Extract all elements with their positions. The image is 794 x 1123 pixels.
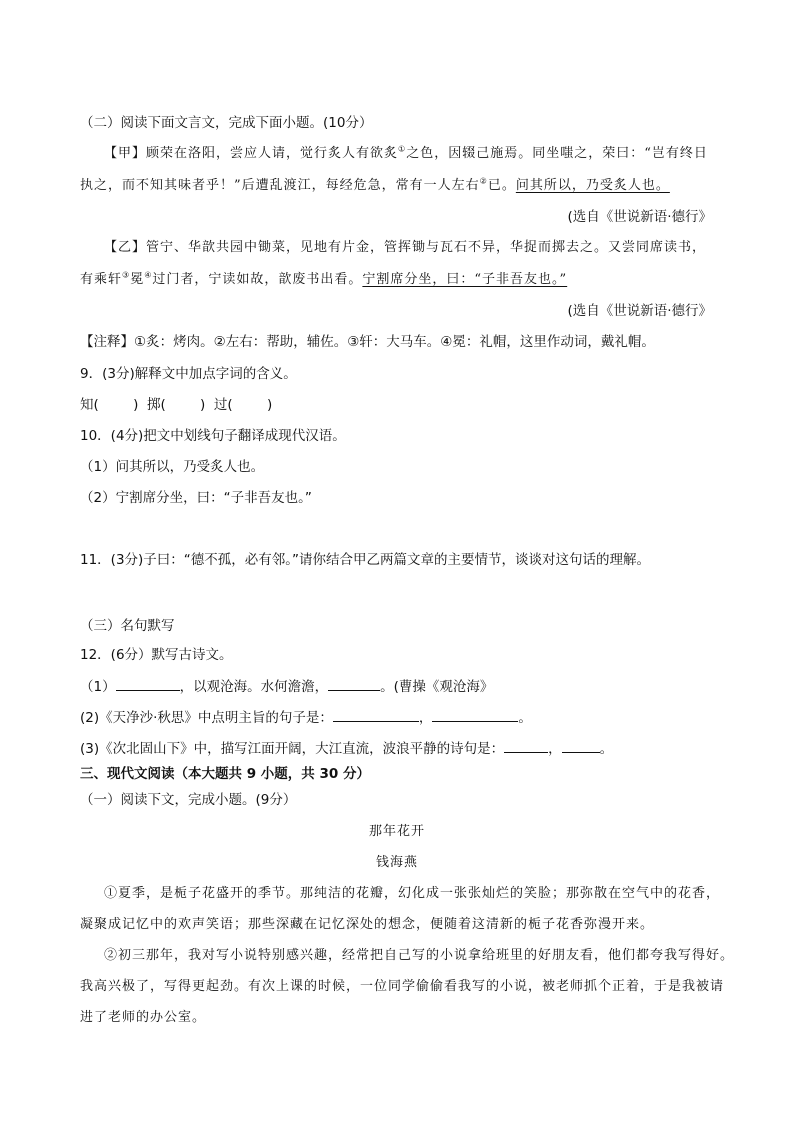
answer-blank[interactable] (328, 676, 380, 691)
section-heading-recitation: （三）名句默写 (80, 618, 175, 634)
passage-text: 执之，而不知其味者乎！”后遭乱渡江，每经危急，常有一人左右 (80, 178, 480, 193)
passage-yi-label: 【乙】 (104, 240, 147, 255)
footnote-mark: ② (479, 176, 488, 186)
passage-text: 冕 (130, 272, 145, 287)
underlined-sentence: 宁割席分坐，曰：“子非吾友也。” (362, 272, 568, 287)
question-12: 12．(6分）默写古诗文。 (80, 647, 233, 663)
item-text: (3)《次北固山下》中，描写江面开阔，大江直流，波浪平静的诗句是： (80, 741, 505, 757)
passage-jia-label: 【甲】 (104, 146, 147, 161)
passage-text: 过门者，宁读如故，歆废书出看。 (152, 272, 363, 287)
item-text: (2)《天净沙·秋思》中点明主旨的句子是： (80, 710, 333, 726)
paragraph-2-line-3: 进了老师的办公室。 (80, 1010, 207, 1025)
item-text: 。 (599, 741, 614, 757)
answer-blank[interactable] (116, 676, 180, 691)
passage-jia-line-1 (104, 144, 708, 164)
section-heading-classical: （二）阅读下面文言文，完成下面小题。(10分） (80, 115, 373, 131)
part-heading-modern-reading: 三、现代文阅读（本大题共 9 小题，共 30 分） (80, 766, 370, 782)
paragraph-1-line-2: 凝聚成记忆中的欢声笑语；那些深藏在记忆深处的想念，便随着这清新的栀子花香弥漫开来。 (80, 917, 655, 932)
source-citation-jia: (选自《世说新语·德行》 (567, 209, 712, 225)
answer-blank[interactable] (562, 738, 600, 753)
underlined-sentence: 问其所以，乃受炙人也。 (515, 178, 670, 193)
question-9-blanks: 知( ) 掷( ) 过( ) (80, 397, 273, 413)
passage-text: 有乘轩 (80, 272, 123, 287)
subsection-heading: （一）阅读下文，完成小题。(9分） (80, 792, 297, 808)
footnote-mark: ④ (144, 270, 153, 280)
article-author: 钱海燕 (375, 855, 418, 870)
item-text: ， (548, 741, 562, 757)
item-text: ， (418, 710, 433, 726)
item-text: 。(曹操《观沧海》 (380, 679, 494, 695)
annotations: 【注释】①炙：烤肉。②左右：帮助，辅佐。③轩：大马车。④冕：礼帽，这里作动词，戴礼帽。 (80, 334, 655, 350)
question-10-item-2: （2）宁割席分坐，曰：“子非吾友也。” (80, 490, 312, 506)
question-12-item-3 (80, 738, 613, 759)
item-text: ，以观沧海。水何澹澹， (179, 679, 329, 695)
item-number: （1） (80, 679, 116, 695)
item-text: 。 (518, 710, 532, 726)
passage-jia-line-2 (80, 176, 670, 196)
passage-text: 已。 (487, 178, 516, 193)
question-12-item-2 (80, 707, 532, 728)
paragraph-1-line-1: ①夏季，是栀子花盛开的季节。那纯洁的花瓣，幻化成一张张灿烂的笑脸；那弥散在空气中的花香， (104, 886, 721, 901)
question-10-item-1: （1）问其所以，乃受炙人也。 (80, 459, 265, 475)
passage-text: 之色，因辍己施焉。同坐嗤之，荣曰：“岂有终日 (406, 146, 708, 161)
question-10: 10．(4分)把文中划线句子翻译成现代汉语。 (80, 428, 346, 444)
question-11: 11．(3分)子曰：“德不孤，必有邻。”请你结合甲乙两篇文章的主要情节，谈谈对这句话的理解。 (80, 552, 651, 568)
question-9: 9．(3分)解释文中加点字词的含义。 (80, 366, 297, 382)
paragraph-2-line-1: ②初三那年，我对写小说特别感兴趣，经常把自己写的小说拿给班里的好朋友看，他们都夸我写得好。 (104, 948, 735, 963)
passage-yi-line-2 (80, 270, 567, 290)
answer-blank[interactable] (333, 707, 419, 722)
question-12-item-1 (80, 676, 493, 697)
passage-yi-line-1 (104, 238, 706, 258)
paragraph-2-line-2: 我高兴极了，写得更起劲。有次上课的时候，一位同学偷偷看我写的小说，被老师抓个正着，于是我被请 (80, 979, 725, 994)
passage-text: 顾荣在洛阳，尝应人请，觉行炙人有欲炙 (146, 146, 399, 161)
source-citation-yi: (选自《世说新语·德行》 (567, 303, 712, 319)
footnote-mark: ③ (122, 270, 131, 280)
answer-blank[interactable] (432, 707, 518, 722)
footnote-mark: ① (398, 144, 407, 154)
answer-blank[interactable] (504, 738, 548, 753)
article-title: 那年花开 (368, 824, 425, 839)
passage-text: 管宁、华歆共园中锄菜，见地有片金，管挥锄与瓦石不异，华捉而掷去之。又尝同席读书， (146, 240, 707, 255)
